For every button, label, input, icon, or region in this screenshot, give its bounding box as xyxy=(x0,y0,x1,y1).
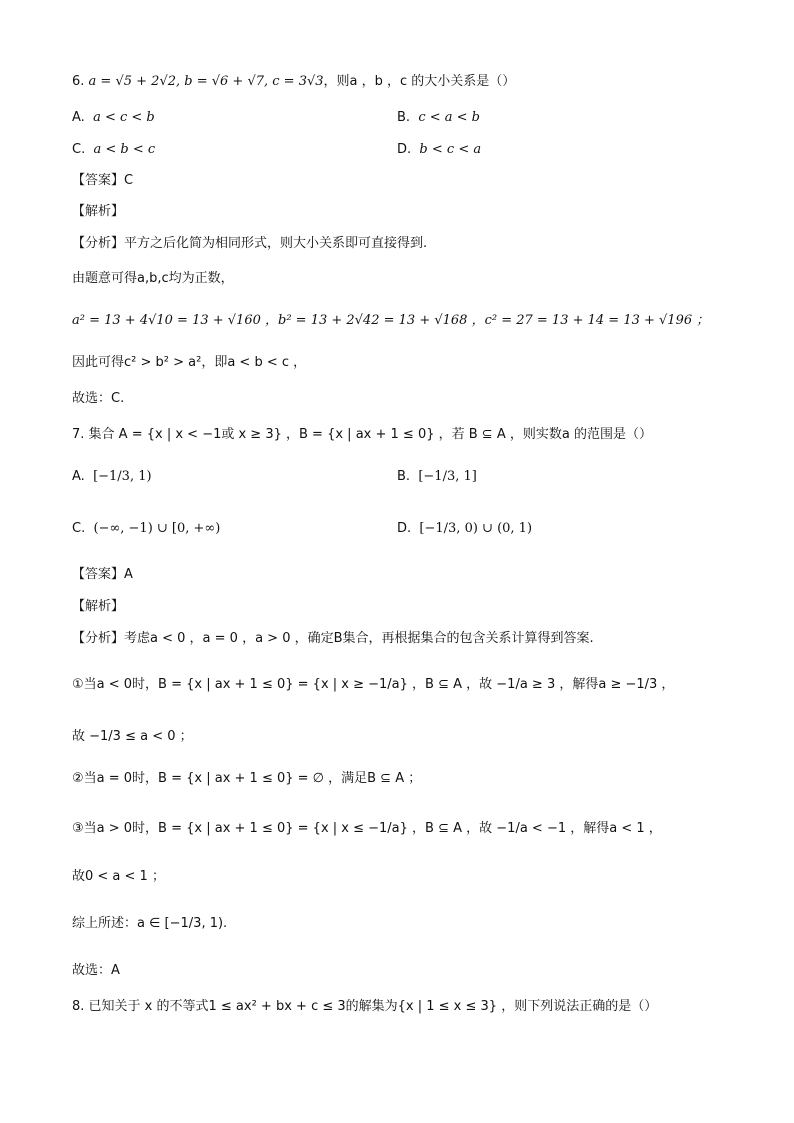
q6-option-a: A. a < c < b xyxy=(72,110,155,125)
q7-option-a: A. [−1/3, 1) xyxy=(72,469,152,484)
q6-line-2: a² = 13 + 4√10 = 13 + √160 ，b² = 13 + 2√42 = 13 + √168 ，c² = 27 = 13 + 14 = 13 + √196 ； xyxy=(72,313,710,328)
q7-option-c: C. (−∞, −1) ∪ [0, +∞) xyxy=(72,521,221,536)
q7-fenxi: 【分析】考虑a < 0 ，a = 0 ，a > 0 ，确定B集合，再根据集合的包含关系计算得到答案. xyxy=(72,631,594,646)
q6-option-b: B. c < a < b xyxy=(397,110,480,125)
q6-stem-expr: a = √5 + 2√2, b = √6 + √7, c = 3√3 xyxy=(88,74,324,89)
q6-option-d: D. b < c < a xyxy=(397,142,482,157)
q7-stem: 7. 集合 A = {x | x < −1或 x ≥ 3} ，B = {x | ax + 1 ≤ 0} ，若 B ⊆ A ，则实数a 的范围是（） xyxy=(72,427,652,442)
q7-summary: 综上所述：a ∈ [−1/3, 1). xyxy=(72,916,228,931)
q6-line-4: 故选：C. xyxy=(72,391,125,406)
q8-stem: 8. 已知关于 x 的不等式1 ≤ ax² + bx + c ≤ 3的解集为{x | 1 ≤ x ≤ 3} ，则下列说法正确的是（） xyxy=(72,999,658,1014)
q7-case-2: ②当a = 0时，B = {x | ax + 1 ≤ 0} = ∅ ，满足B ⊆ A ； xyxy=(72,771,422,786)
q7-option-b: B. [−1/3, 1] xyxy=(397,469,477,484)
q6-stem-tail: ，则a ，b ，c 的大小关系是（） xyxy=(323,74,516,89)
q7-option-d: D. [−1/3, 0) ∪ (0, 1) xyxy=(397,521,533,536)
q7-analysis-heading: 【解析】 xyxy=(72,599,125,614)
q6-number: 6. xyxy=(72,74,85,89)
q6-line-3: 因此可得c² > b² > a²，即a < b < c ， xyxy=(72,355,307,370)
q6-analysis-heading: 【解析】 xyxy=(72,204,125,219)
q7-answer: 【答案】A xyxy=(72,567,133,582)
q6-fenxi: 【分析】平方之后化简为相同形式，则大小关系即可直接得到. xyxy=(72,236,428,251)
q7-case-1: ①当a < 0时，B = {x | ax + 1 ≤ 0} = {x | x ≥ −1/a} ，B ⊆ A ，故 −1/a ≥ 3 ，解得a ≥ −1/3 ， xyxy=(72,677,675,692)
q7-case-3: ③当a > 0时，B = {x | ax + 1 ≤ 0} = {x | x ≤ −1/a} ，B ⊆ A ，故 −1/a < −1 ，解得a < 1 ， xyxy=(72,821,662,836)
q7-case-1b: 故 −1/3 ≤ a < 0 ； xyxy=(72,729,193,744)
q6-option-c: C. a < b < c xyxy=(72,142,156,157)
q6-stem xyxy=(72,73,515,91)
q6-answer: 【答案】C xyxy=(72,173,134,188)
q7-choose: 故选：A xyxy=(72,963,120,978)
q7-case-3b: 故0 < a < 1 ； xyxy=(72,869,165,884)
q6-line-1: 由题意可得a,b,c均为正数， xyxy=(72,271,234,286)
